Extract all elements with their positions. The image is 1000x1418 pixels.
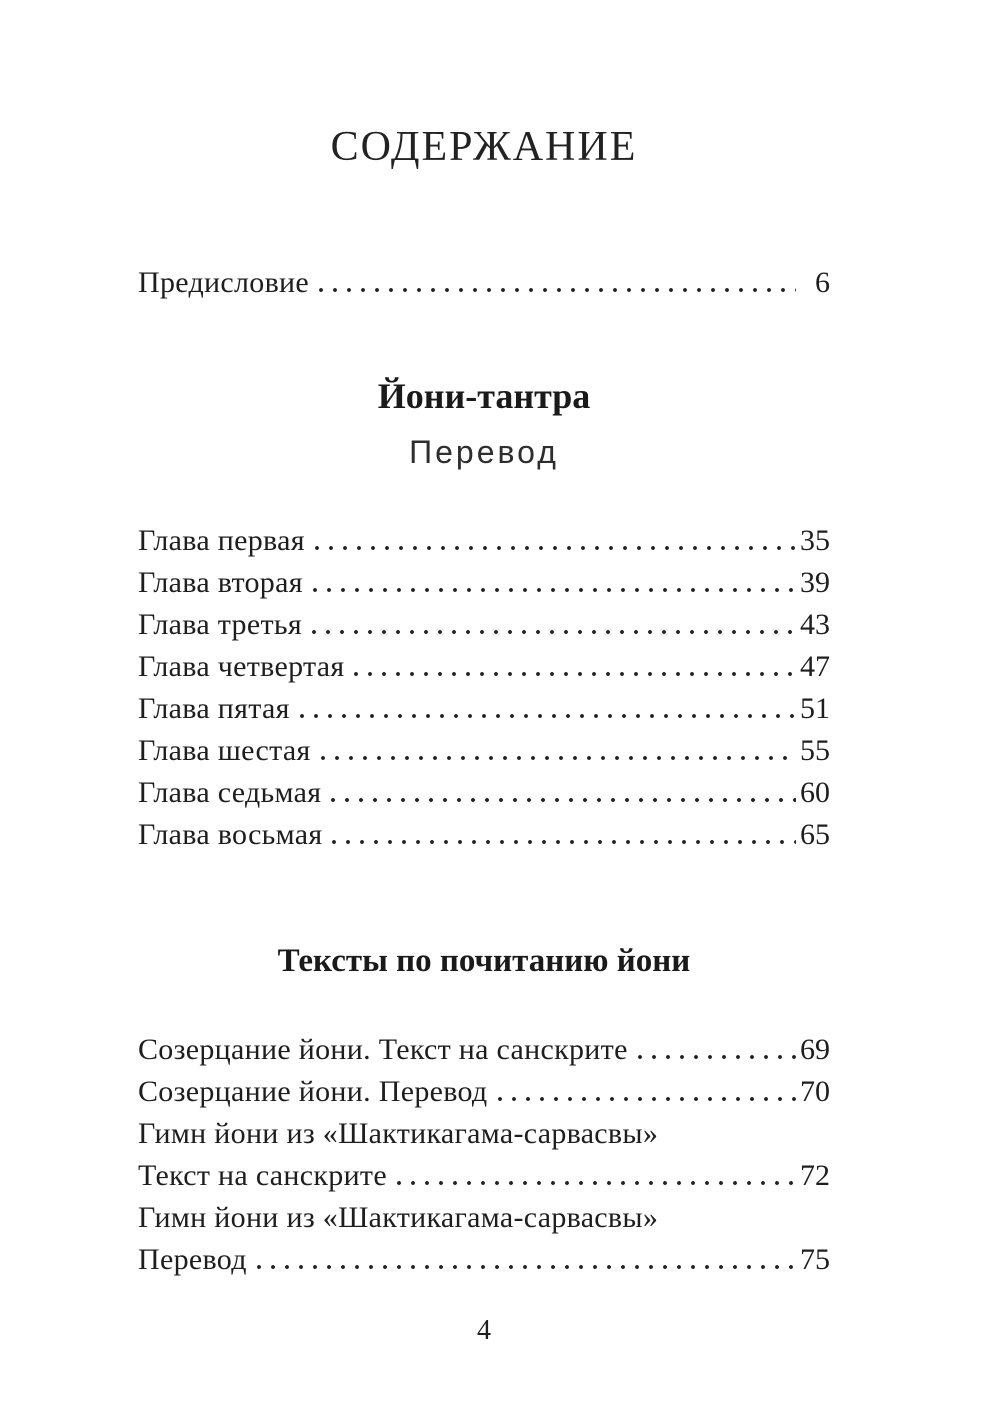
dot-leader: [664, 1113, 826, 1155]
toc-entry-label: Гимн йони из «Шактикагама-сарвасвы»: [138, 1201, 659, 1234]
page-number: 4: [477, 1315, 491, 1346]
texts-list: [138, 1029, 830, 1281]
toc-entry-label: Глава восьмая: [138, 818, 323, 851]
toc-entry: [138, 604, 830, 646]
toc-entry-page: 43: [800, 608, 830, 641]
toc-column: [138, 0, 830, 1349]
toc-entry-label: Глава шестая: [138, 734, 311, 767]
toc-entry-page: 70: [800, 1075, 830, 1108]
toc-entry-label: Глава седьмая: [138, 776, 322, 809]
toc-entry-page: 55: [800, 734, 830, 767]
toc-entry: [138, 772, 830, 814]
toc-entry: [138, 1029, 830, 1071]
toc-entry-page: 65: [800, 818, 830, 851]
toc-entry-page: 35: [800, 524, 830, 557]
dot-leader: [308, 604, 796, 646]
page-title: СОДЕРЖАНИЕ: [330, 124, 638, 170]
dot-leader: [317, 730, 796, 772]
dot-leader: [311, 520, 796, 562]
dot-leader: [664, 1197, 826, 1239]
section-subtitle-perevod: Перевод: [409, 434, 559, 470]
dot-leader: [634, 1029, 796, 1071]
toc-entry-label: Созерцание йони. Текст на санскрите: [138, 1033, 628, 1066]
toc-entry: [138, 1155, 830, 1197]
dot-leader: [327, 772, 796, 814]
toc-entry: [138, 520, 830, 562]
toc-entry-page: 39: [800, 566, 830, 599]
toc-entry-label: Глава третья: [138, 608, 302, 641]
toc-entry: [138, 1197, 830, 1239]
dot-leader: [494, 1071, 797, 1113]
dot-leader: [253, 1239, 796, 1281]
toc-entry: [138, 688, 830, 730]
section-title-yoni-tantra: Йони-тантра: [377, 376, 591, 416]
toc-entry-page: 6: [815, 266, 830, 299]
dot-leader: [296, 688, 796, 730]
toc-entry-label: Глава первая: [138, 524, 305, 557]
toc-entry-page: 72: [800, 1159, 830, 1192]
toc-entry: [138, 646, 830, 688]
toc-entry-label: Созерцание йони. Перевод: [138, 1075, 488, 1108]
toc-entry-page: 69: [800, 1033, 830, 1066]
toc-entry-label: Глава вторая: [138, 566, 303, 599]
toc-entry: [138, 1071, 830, 1113]
section-title-yoni-texts: Тексты по почитанию йони: [277, 943, 691, 979]
toc-entry-label: Перевод: [138, 1243, 247, 1276]
toc-entry-preface: [138, 262, 830, 304]
chapter-list: [138, 520, 830, 856]
toc-entry-label: Предисловие: [138, 266, 310, 299]
toc-entry-label: Глава пятая: [138, 692, 290, 725]
toc-entry: [138, 1113, 830, 1155]
dot-leader: [350, 646, 796, 688]
toc-entry: [138, 1239, 830, 1281]
toc-entry-label: Глава четвертая: [138, 650, 345, 683]
dot-leader: [309, 562, 796, 604]
toc-entry-page: 75: [800, 1243, 830, 1276]
toc-entry-page: 51: [800, 692, 830, 725]
toc-entry-label: Гимн йони из «Шактикагама-сарвасвы»: [138, 1117, 659, 1150]
dot-leader: [315, 262, 796, 304]
toc-entry-page: 60: [800, 776, 830, 809]
dot-leader: [393, 1155, 796, 1197]
toc-entry: [138, 730, 830, 772]
dot-leader: [328, 814, 796, 856]
toc-entry: [138, 562, 830, 604]
toc-entry-label: Текст на санскрите: [138, 1159, 387, 1192]
toc-entry-page: 47: [800, 650, 830, 683]
toc-entry: [138, 814, 830, 856]
